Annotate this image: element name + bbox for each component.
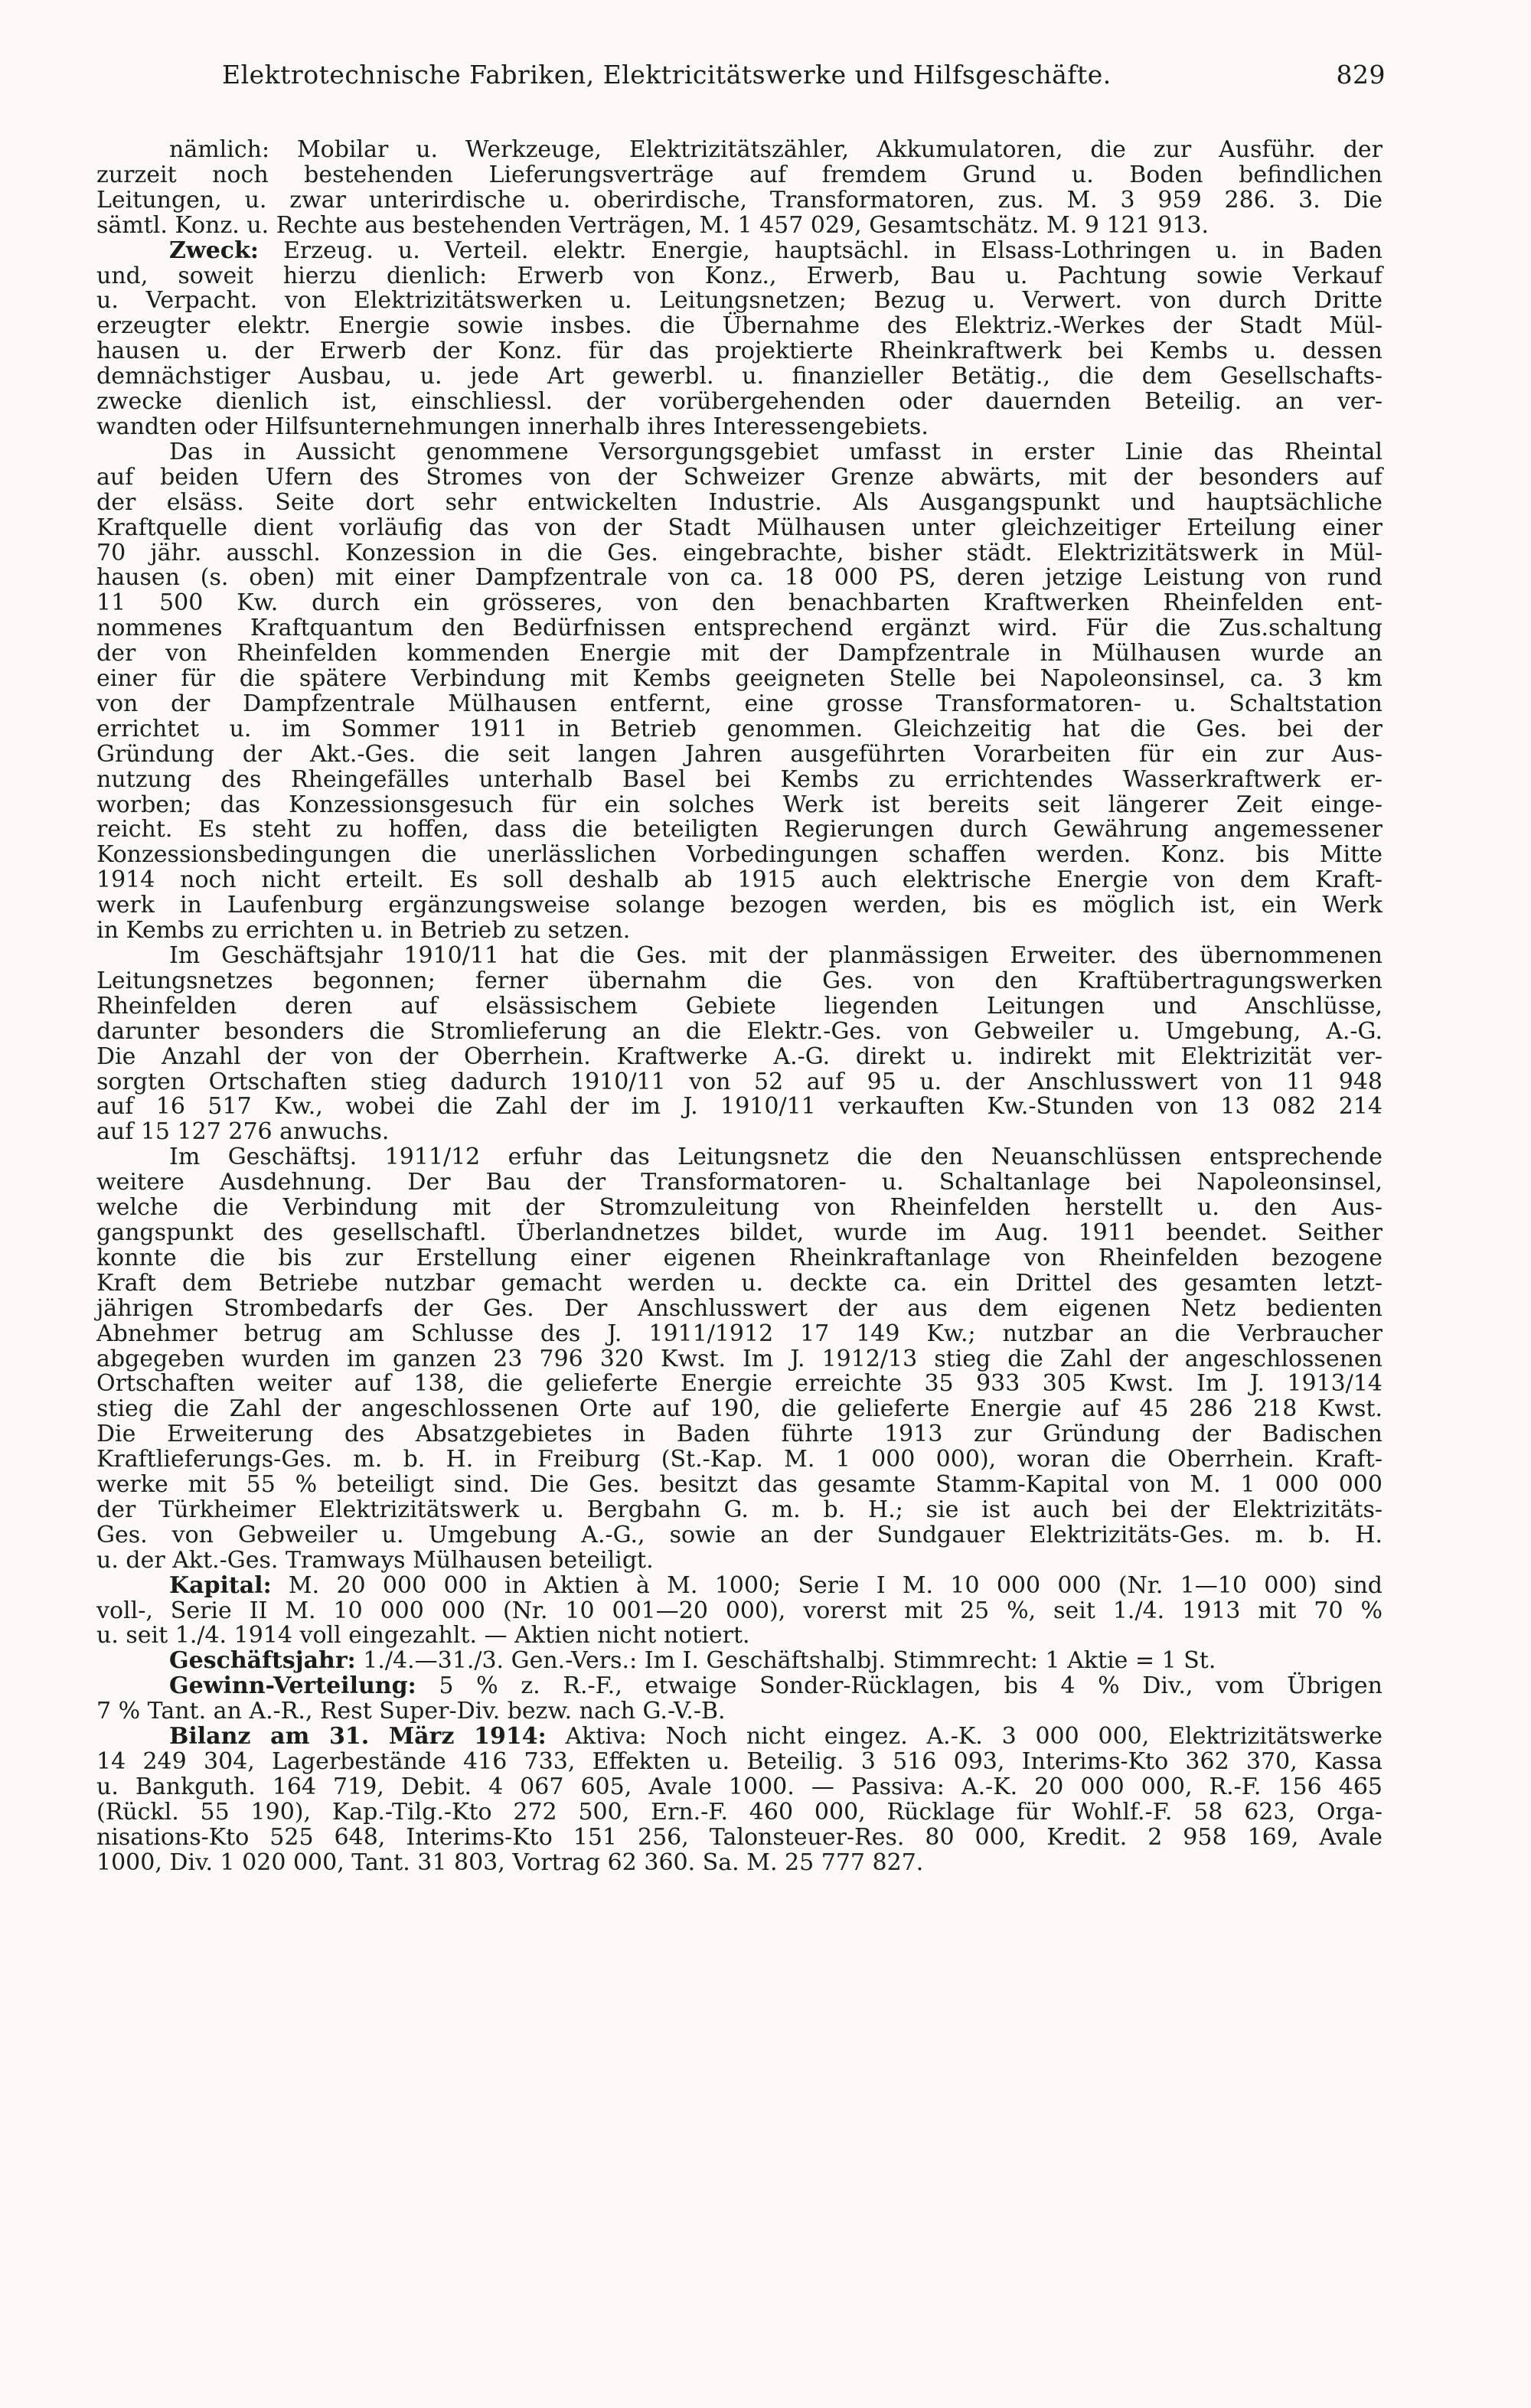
line-text: darunter besonders die Stromlieferung an die Elektr.-Ges. von Gebweiler u. Umgebung, A.-G. — [96, 1017, 1382, 1045]
line-text: zurzeit noch bestehenden Lieferungsverträge auf fremdem Grund u. Boden befindlichen — [96, 161, 1382, 188]
line-text: weitere Ausdehnung. Der Bau der Transformatoren- u. Schaltanlage bei Napoleonsinsel, — [96, 1169, 1382, 1196]
line-text: jährigen Strombedarfs der Ges. Der Anschlusswert der aus dem eigenen Netz bedienten — [96, 1294, 1382, 1322]
line-text: M. 20 000 000 in Aktien à M. 1000; Serie I M. 10 000 000 (Nr. 1—10 000) sind — [271, 1571, 1382, 1599]
text-line — [96, 1750, 1382, 1775]
page-number: 829 — [1336, 60, 1386, 90]
section-label: Gewinn-Verteilung: — [169, 1672, 416, 1700]
section-label: Geschäftsjahr: — [169, 1647, 356, 1675]
line-text: Leitungen, u. zwar unterirdische u. oberirdische, Transformatoren, zus. M. 3 959 286. 3. Die — [96, 186, 1382, 214]
text-line — [96, 516, 1382, 541]
line-text: nisations-Kto 525 648, Interims-Kto 151 256, Talonsteuer-Res. 80 000, Kredit. 2 958 169, Avale — [96, 1823, 1382, 1851]
text-line — [96, 465, 1382, 491]
line-text: Die Anzahl der von der Oberrhein. Kraftwerke A.-G. direkt u. indirekt mit Elektrizität ver- — [96, 1042, 1382, 1070]
line-text: hausen u. der Erwerb der Konz. für das projektierte Rheinkraftwerk bei Kembs u. dessen — [96, 338, 1382, 365]
text-line — [96, 868, 1382, 893]
text-line — [96, 1422, 1382, 1447]
line-text: Ortschaften weiter auf 138, die gelieferte Energie erreichte 35 933 305 Kwst. Im J. 1913/14 — [96, 1370, 1382, 1398]
section-label: Kapital: — [169, 1571, 272, 1599]
text-line — [96, 1145, 1382, 1170]
line-text: nämlich: Mobilar u. Werkzeuge, Elektrizitätszähler, Akkumulatoren, die zur Ausführ. der — [169, 136, 1382, 163]
line-text: auf beiden Ufern des Stromes von der Schweizer Grenze abwärts, mit der besonders auf — [96, 463, 1382, 491]
line-text: wandten oder Hilfsunternehmungen innerhalb ihres Interessengebiets. — [96, 413, 929, 440]
paragraph — [96, 1145, 1382, 1573]
line-text: und, soweit hierzu dienlich: Erwerb von Konz., Erwerb, Bau u. Pachtung sowie Verkauf — [96, 262, 1382, 289]
text-line — [96, 591, 1382, 616]
line-text: reicht. Es steht zu hoffen, dass die beteiligten Regierungen durch Gewährung angemessener — [96, 816, 1382, 843]
text-line — [96, 1271, 1382, 1297]
line-text: nutzung des Rheingefälles unterhalb Basel bei Kembs zu errichtendes Wasserkraftwerk er- — [96, 765, 1382, 793]
running-header — [222, 60, 1386, 106]
text-line — [96, 1571, 1382, 1599]
text-line — [96, 1523, 1382, 1548]
line-text: Ges. von Gebweiler u. Umgebung A.-G., sowie an der Sundgauer Elektrizitäts-Ges. m. b. H. — [96, 1521, 1382, 1548]
text-line — [96, 918, 1382, 944]
line-text: hausen (s. oben) mit einer Dampfzentrale von ca. 18 000 PS, deren jetzige Leistung von rund — [96, 564, 1382, 592]
text-line — [96, 1070, 1382, 1095]
paragraph — [96, 138, 1382, 239]
text-line — [96, 1397, 1382, 1422]
line-text: von der Dampfzentrale Mülhausen entfernt, eine grosse Transformatoren- u. Schaltstation — [96, 690, 1382, 717]
line-text: Im Geschäftsj. 1911/12 erfuhr das Leitungsnetz die den Neuanschlüssen entsprechende — [169, 1144, 1382, 1171]
section-label: Zweck: — [169, 237, 259, 264]
line-text: 1000, Div. 1 020 000, Tant. 31 803, Vortrag 62 360. Sa. M. 25 777 827. — [96, 1848, 924, 1876]
text-line — [96, 1599, 1382, 1624]
line-text: 1./4.—31./3. Gen.-Vers.: Im I. Geschäftshalbj. Stimmrecht: 1 Aktie = 1 St. — [355, 1647, 1216, 1675]
text-line — [96, 1322, 1382, 1347]
line-text: welche die Verbindung mit der Stromzuleitung von Rheinfelden herstellt u. den Aus- — [96, 1194, 1382, 1222]
text-line — [96, 692, 1382, 717]
text-line — [96, 1548, 1382, 1574]
line-text: Kraft dem Betriebe nutzbar gemacht werden u. deckte ca. ein Drittel des gesamten letzt- — [96, 1269, 1382, 1297]
line-text: einer für die spätere Verbindung mit Kembs geeigneten Stelle bei Napoleonsinsel, ca. 3 km — [96, 665, 1382, 693]
text-line — [96, 1649, 1382, 1674]
text-line — [96, 1221, 1382, 1246]
line-text: u. Verpacht. von Elektrizitätswerken u. Leitungsnetzen; Bezug u. Verwert. von durch Dritte — [96, 287, 1382, 315]
header-title: Elektrotechnische Fabriken, Elektricitätswerke und Hilfsgeschäfte. — [222, 60, 1112, 90]
text-line — [96, 817, 1382, 843]
paragraph — [96, 1571, 1382, 1649]
text-line — [96, 1447, 1382, 1473]
line-text: Konzessionsbedingungen die unerlässlichen Vorbedingungen schaffen werden. Konz. bis Mitte — [96, 841, 1382, 869]
text-line — [96, 188, 1382, 214]
line-text: 7 % Tant. an A.-R., Rest Super-Div. bezw. nach G.-V.-B. — [96, 1698, 726, 1725]
text-line — [96, 289, 1382, 314]
section-label: Bilanz am 31. März 1914: — [169, 1723, 547, 1751]
line-text: u. der Akt.-Ges. Tramways Mülhausen beteiligt. — [96, 1546, 654, 1574]
text-line — [96, 1120, 1382, 1145]
line-text: werke mit 55 % beteiligt sind. Die Ges. besitzt das gesamte Stamm-Kapital von M. 1 000 000 — [96, 1471, 1382, 1499]
line-text: Rheinfelden deren auf elsässischem Gebiete liegenden Leitungen und Anschlüsse, — [96, 992, 1382, 1020]
text-line — [96, 339, 1382, 364]
line-text: 70 jähr. ausschl. Konzession in die Ges. eingebrachte, bisher städt. Elektrizitätswerk in Mül- — [96, 539, 1382, 566]
text-line — [96, 211, 1382, 239]
text-line — [96, 765, 1382, 793]
text-line — [96, 1095, 1382, 1120]
line-text: sämtl. Konz. u. Rechte aus bestehenden Verträgen, M. 1 457 029, Gesamtschätz. M. 9 121 913. — [96, 211, 1209, 239]
line-text: u. Bankguth. 164 719, Debit. 4 067 605, Avale 1000. — Passiva: A.-K. 20 000 000, R.-F. 156 465 — [96, 1773, 1382, 1800]
text-line — [96, 1017, 1382, 1045]
line-text: der Türkheimer Elektrizitätswerk u. Bergbahn G. m. b. H.; sie ist auch bei der Elektrizitäts- — [96, 1496, 1382, 1523]
text-line — [96, 1800, 1382, 1826]
line-text: Die Erweiterung des Absatzgebietes in Baden führte 1913 zur Gründung der Badischen — [96, 1421, 1382, 1448]
text-line — [96, 314, 1382, 339]
text-line — [96, 1674, 1382, 1699]
text-line — [96, 893, 1382, 918]
text-line — [96, 1042, 1382, 1070]
line-text: Gründung der Akt.-Ges. die seit langen Jahren ausgeführten Vorarbeiten für ein zur Aus- — [96, 740, 1382, 768]
text-line — [96, 440, 1382, 465]
text-line — [96, 239, 1382, 264]
line-text: der von Rheinfelden kommenden Energie mit der Dampfzentrale in Mülhausen wurde an — [96, 640, 1382, 667]
line-text: erzeugter elektr. Energie sowie insbes. die Übernahme des Elektriz.-Werkes der Stadt Mül- — [96, 312, 1382, 340]
line-text: nommenes Kraftquantum den Bedürfnissen entsprechend ergänzt wird. Für die Zus.schaltung — [96, 615, 1382, 642]
line-text: u. seit 1./4. 1914 voll eingezahlt. — Aktien nicht notiert. — [96, 1622, 750, 1649]
line-text: Leitungsnetzes begonnen; ferner übernahm die Ges. von den Kraftübertragungswerken — [96, 967, 1382, 994]
line-text: der elsäss. Seite dort sehr entwickelten Industrie. Als Ausgangspunkt und hauptsächliche — [96, 488, 1382, 516]
text-line — [96, 1347, 1382, 1372]
text-line — [96, 1372, 1382, 1397]
body-text — [96, 138, 1382, 1876]
text-line — [96, 390, 1382, 415]
text-line — [96, 1498, 1382, 1523]
text-line — [96, 1775, 1382, 1800]
text-line — [96, 138, 1382, 163]
text-line — [96, 415, 1382, 440]
text-line — [96, 1473, 1382, 1498]
text-line — [96, 742, 1382, 768]
text-line — [96, 264, 1382, 289]
line-text: stieg die Zahl der angeschlossenen Orte auf 190, die gelieferte Energie auf 45 286 218 Kwst. — [96, 1395, 1382, 1423]
line-text: sorgten Ortschaften stieg dadurch 1910/11 von 52 auf 95 u. der Anschlusswert von 11 948 — [96, 1068, 1382, 1095]
text-line — [96, 566, 1382, 591]
line-text: Aktiva: Noch nicht eingez. A.-K. 3 000 000, Elektrizitätswerke — [546, 1723, 1383, 1751]
text-line — [96, 667, 1382, 692]
paragraph — [96, 1674, 1382, 1724]
line-text: Erzeug. u. Verteil. elektr. Energie, hauptsächl. in Elsass-Lothringen u. in Baden — [258, 237, 1382, 264]
line-text: Das in Aussicht genommene Versorgungsgebiet umfasst in erster Linie das Rheintal — [169, 438, 1382, 465]
line-text: worben; das Konzessionsgesuch für ein solches Werk ist bereits seit längerer Zeit einge- — [96, 791, 1382, 818]
text-line — [96, 1724, 1382, 1750]
line-text: abgegeben wurden im ganzen 23 796 320 Kwst. Im J. 1912/13 stieg die Zahl der angeschlossenen — [96, 1345, 1382, 1372]
paragraph — [96, 1724, 1382, 1875]
line-text: in Kembs zu errichten u. in Betrieb zu setzen. — [96, 917, 631, 945]
line-text: (Rückl. 55 190), Kap.-Tilg.-Kto 272 500, Ern.-F. 460 000, Rücklage für Wohlf.-F. 58 623, Orga- — [96, 1798, 1382, 1826]
text-line — [96, 793, 1382, 818]
line-text: auf 15 127 276 anwuchs. — [96, 1118, 390, 1146]
line-text: zwecke dienlich ist, einschliessl. der vorübergehenden oder dauernden Beteilig. an ver- — [96, 388, 1382, 416]
line-text: voll-, Serie II M. 10 000 000 (Nr. 10 001—20 000), vorerst mit 25 %, seit 1./4. 1913 mit 70 % — [96, 1597, 1382, 1624]
text-line — [96, 994, 1382, 1020]
paragraph — [96, 239, 1382, 440]
text-line — [96, 641, 1382, 667]
text-line — [96, 1294, 1382, 1322]
paragraph — [96, 1649, 1382, 1674]
line-text: Kraftquelle dient vorläufig das von der Stadt Mülhausen unter gleichzeitiger Erteilung einer — [96, 514, 1382, 541]
paragraph — [96, 944, 1382, 1145]
line-text: Kraftlieferungs-Ges. m. b. H. in Freiburg (St.-Kap. M. 1 000 000), woran die Oberrhein. Kraft- — [96, 1446, 1382, 1473]
line-text: auf 16 517 Kw., wobei die Zahl der im J. 1910/11 verkauften Kw.-Stunden von 13 082 214 — [96, 1093, 1382, 1121]
text-line — [96, 163, 1382, 188]
text-line — [96, 1623, 1382, 1649]
line-text: Im Geschäftsjahr 1910/11 hat die Ges. mit der planmässigen Erweiter. des übernommenen — [169, 942, 1382, 969]
text-line — [96, 1170, 1382, 1196]
text-line — [96, 843, 1382, 868]
line-text: 14 249 304, Lagerbestände 416 733, Effekten u. Beteilig. 3 516 093, Interims-Kto 362 370, Kassa — [96, 1748, 1382, 1775]
text-line — [96, 717, 1382, 742]
text-line — [96, 488, 1382, 516]
line-text: 5 % z. R.-F., etwaige Sonder-Rücklagen, bis 4 % Div., vom Übrigen — [416, 1672, 1382, 1700]
line-text: werk in Laufenburg ergänzungsweise solange bezogen werden, bis es möglich ist, ein Werk — [96, 892, 1382, 919]
line-text: 11 500 Kw. durch ein grösseres, von den benachbarten Kraftwerken Rheinfelden ent- — [96, 589, 1382, 617]
text-line — [96, 541, 1382, 566]
text-line — [96, 944, 1382, 969]
text-line — [96, 1699, 1382, 1724]
paragraph — [96, 440, 1382, 944]
text-line — [96, 364, 1382, 390]
line-text: demnächstiger Ausbau, u. jede Art gewerbl. u. finanzieller Betätig., die dem Gesellschafts- — [96, 363, 1382, 390]
line-text: gangspunkt des gesellschaftl. Überlandnetzes bildet, wurde im Aug. 1911 beendet. Seither — [96, 1219, 1382, 1246]
text-line — [96, 1246, 1382, 1271]
text-line — [96, 969, 1382, 994]
text-line — [96, 1823, 1382, 1851]
line-text: konnte die bis zur Erstellung einer eigenen Rheinkraftanlage von Rheinfelden bezogene — [96, 1244, 1382, 1271]
line-text: errichtet u. im Sommer 1911 in Betrieb genommen. Gleichzeitig hat die Ges. bei der — [96, 715, 1382, 742]
line-text: 1914 noch nicht erteilt. Es soll deshalb ab 1915 auch elektrische Energie von dem Kraft- — [96, 866, 1382, 894]
text-line — [96, 1848, 1382, 1876]
line-text: Abnehmer betrug am Schlusse des J. 1911/1912 17 149 Kw.; nutzbar an die Verbraucher — [96, 1320, 1382, 1347]
text-line — [96, 616, 1382, 641]
text-line — [96, 1196, 1382, 1221]
